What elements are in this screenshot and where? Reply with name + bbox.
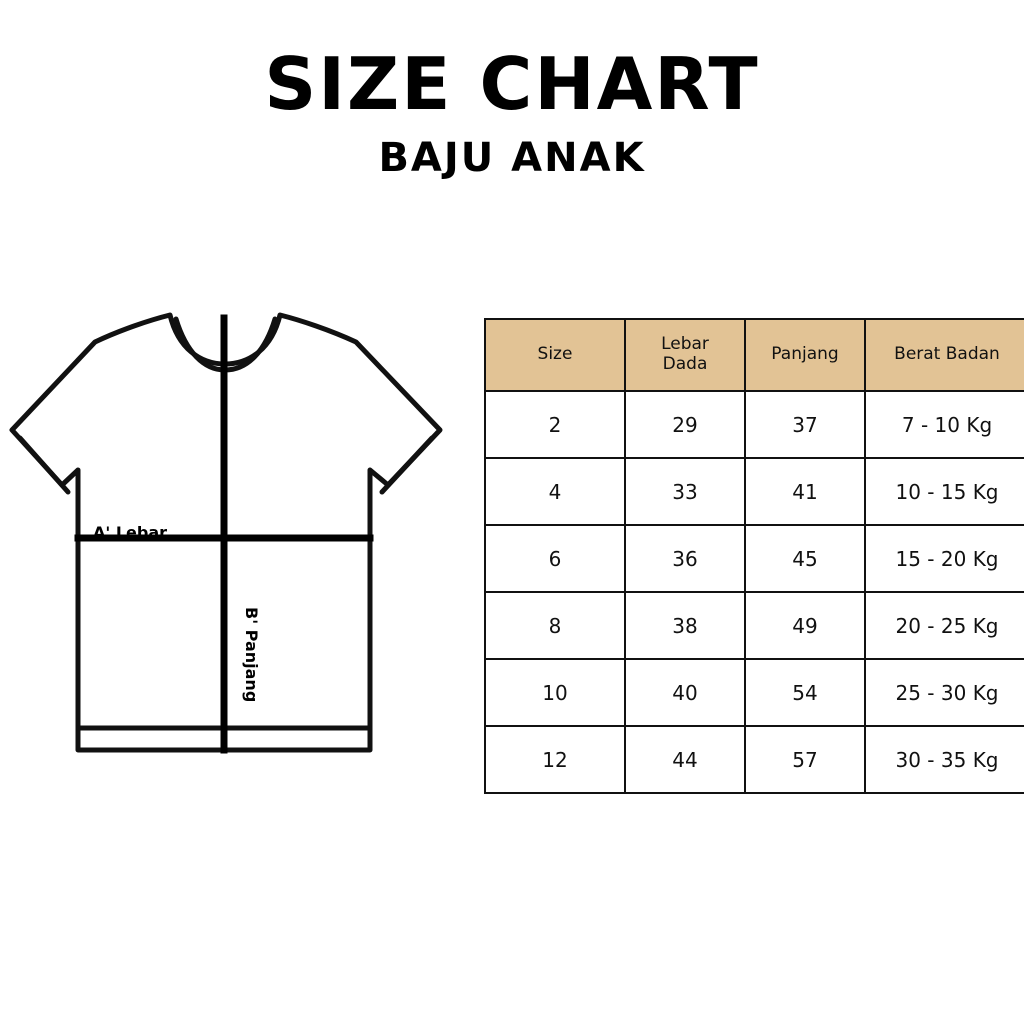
cell-panjang: 54 — [745, 659, 865, 726]
table-row — [485, 726, 1024, 793]
cell-lebar-dada: 29 — [625, 391, 745, 458]
cell-panjang: 57 — [745, 726, 865, 793]
cell-panjang: 41 — [745, 458, 865, 525]
column-header-lebar-line2: Dada — [662, 354, 708, 374]
size-table-wrapper — [484, 318, 1004, 794]
cell-lebar-dada: 33 — [625, 458, 745, 525]
cell-berat-badan: 30 - 35 Kg — [865, 726, 1024, 793]
cell-lebar-dada: 38 — [625, 592, 745, 659]
cell-berat-badan: 10 - 15 Kg — [865, 458, 1024, 525]
cell-size: 10 — [485, 659, 625, 726]
cell-panjang: 37 — [745, 391, 865, 458]
table-row — [485, 525, 1024, 592]
table-header-row — [485, 319, 1024, 391]
cell-size: 12 — [485, 726, 625, 793]
column-header-lebar-line1: Lebar — [661, 334, 709, 355]
cell-panjang: 45 — [745, 525, 865, 592]
column-header-panjang: Panjang — [745, 319, 865, 391]
cell-berat-badan: 25 - 30 Kg — [865, 659, 1024, 726]
cell-berat-badan: 15 - 20 Kg — [865, 525, 1024, 592]
cell-berat-badan: 20 - 25 Kg — [865, 592, 1024, 659]
cell-size: 6 — [485, 525, 625, 592]
length-measure-label: B' Panjang — [242, 607, 261, 703]
cell-size: 4 — [485, 458, 625, 525]
tshirt-outline-icon — [0, 280, 470, 780]
page-title: SIZE CHART — [264, 42, 760, 126]
cell-size: 8 — [485, 592, 625, 659]
column-header-berat-badan: Berat Badan — [865, 319, 1024, 391]
page-title-block — [0, 42, 1024, 181]
width-measure-label: A' Lebar — [93, 523, 168, 542]
cell-panjang: 49 — [745, 592, 865, 659]
cell-berat-badan: 7 - 10 Kg — [865, 391, 1024, 458]
size-table-body — [485, 391, 1024, 793]
column-header-size: Size — [485, 319, 625, 391]
size-table — [484, 318, 1024, 794]
table-row — [485, 592, 1024, 659]
cell-lebar-dada: 40 — [625, 659, 745, 726]
cell-lebar-dada: 36 — [625, 525, 745, 592]
table-row — [485, 391, 1024, 458]
size-table-header — [485, 319, 1024, 391]
tshirt-illustration — [0, 280, 470, 780]
cell-size: 2 — [485, 391, 625, 458]
table-row — [485, 458, 1024, 525]
page-subtitle: BAJU ANAK — [378, 135, 646, 181]
table-row — [485, 659, 1024, 726]
cell-lebar-dada: 44 — [625, 726, 745, 793]
column-header-lebar-dada — [625, 319, 745, 391]
